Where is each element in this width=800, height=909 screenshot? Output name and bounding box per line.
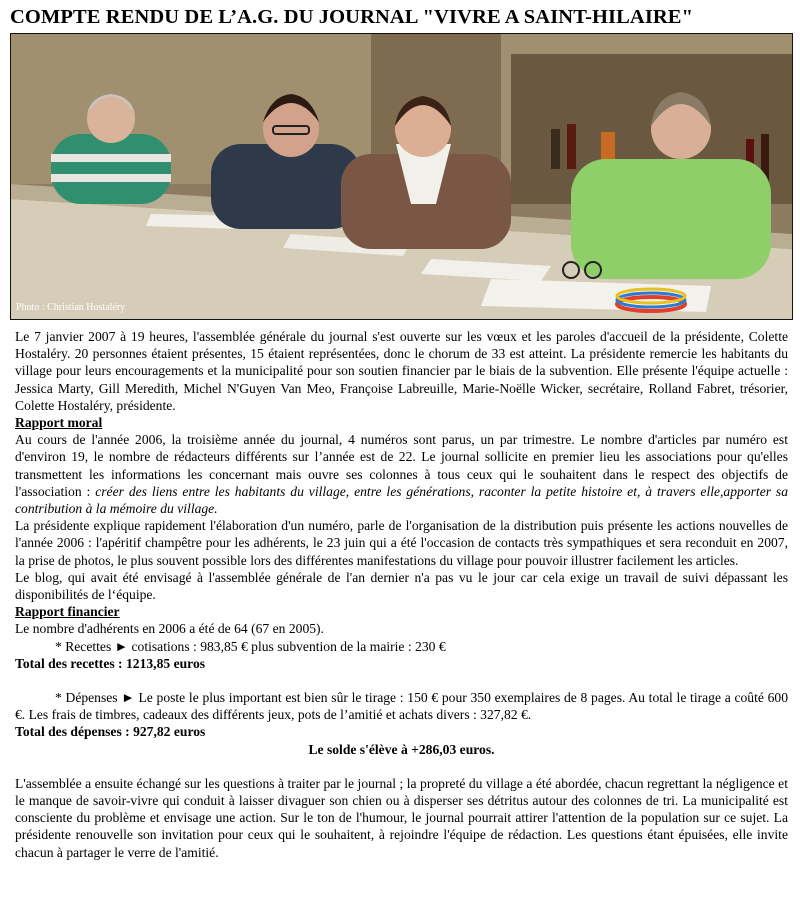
- moral-paragraph-1-text: Au cours de l'année 2006, la troisième année du journal, 4 numéros sont parus, un par trimestre. Le nombre d'articles par numéro est d'environ 19, le nombre de rédacteurs différents sur l’année est de 22. Le journal sollicite en premier lieu les associations pour qu'elles transmettent les informations les concernant mais ouvre ses colonnes à tous ceux qui le souhaitent dans le respect des objectifs de l'association :: [15, 432, 788, 499]
- moral-paragraph-3: Le blog, qui avait été envisagé à l'assemblée générale de l'an dernier n'a pas vu le jour car cela exige un travail de suivi dépassant les disponibilités de l‘équipe.: [15, 569, 788, 603]
- meeting-photo-illustration: [11, 34, 792, 319]
- photo-credit: Photo : Christian Hostaléry: [16, 302, 126, 313]
- closing-paragraph: L'assemblée a ensuite échangé sur les questions à traiter par le journal ; la propreté du village a été abordée, chacun regrettant la négligence et le manque de savoir-vivre qui conduit à laisser divaguer son chien ou à disperser ses détritus autour des colonnes de tri. La municipalité est consciente du problème et envisage une action. Sur le ton de l'humour, le journal pourrait attirer l'attention de la population sur ce sujet. La présidente renouvelle son invitation pour ceux qui le souhaitent, à rejoindre l'équipe de rédaction. Les questions étant épuisées, elle invite chacun à partager le verre de l'amitié.: [15, 775, 788, 860]
- association-objectives-quote: créer des liens entre les habitants du village, entre les générations, raconter la petite histoire et, à travers elle,apporter sa contribution à la mémoire du village.: [15, 483, 789, 517]
- moral-paragraph-2: La présidente explique rapidement l'élaboration d'un numéro, parle de l'organisation de la distribution puis présente les actions nouvelles de l'année 2006 : l'apéritif champêtre pour les adhérents, le 23 juin qui a été l'occasion de contacts très sympathiques et sera reconduit en 2007, la prise de photos, le plus souvent possible lors des différentes manifestations du village pour pouvoir illustrer facilement les articles.: [15, 518, 788, 568]
- spacer: [15, 758, 788, 775]
- receipts-line: * Recettes ► cotisations : 983,85 € plus subvention de la mairie : 230 €: [55, 638, 446, 654]
- article-body: [15, 328, 788, 861]
- members-count: Le nombre d'adhérents en 2006 a été de 64 (67 en 2005).: [15, 621, 324, 637]
- moral-paragraph-1: [15, 431, 788, 517]
- balance-line: Le solde s'élève à +286,03 euros.: [308, 741, 495, 757]
- receipts-total: Total des recettes : 1213,85 euros: [15, 655, 206, 671]
- meeting-photo: [10, 33, 793, 320]
- moral-report-heading: Rapport moral: [15, 415, 103, 431]
- financial-report-heading: Rapport financier: [15, 604, 120, 620]
- article-title: COMPTE RENDU DE L’A.G. DU JOURNAL "VIVRE A SAINT-HILAIRE": [10, 6, 694, 28]
- intro-paragraph: Le 7 janvier 2007 à 19 heures, l'assemblée générale du journal s'est ouverte sur les vœux et les paroles d'accueil de la présidente, Colette Hostaléry. 20 personnes étaient présentes, 15 étaient représentées, donc le chorum de 33 est atteint. La présidente remercie les habitants du village pour leurs encouragements et la municipalité pour son soutien financier par le biais de la subvention. Elle présente l'équipe actuelle : Jessica Marty, Gill Meredith, Michel N'Guyen Van Meo, Françoise Labreuille, Marie-Noëlle Wicker, secrétaire, Rolland Fabret, trésorier, Colette Hostaléry, présidente.: [15, 329, 788, 413]
- spacer: [15, 672, 788, 689]
- expenses-line: * Dépenses ► Le poste le plus important est bien sûr le tirage : 150 € pour 350 exemplaires de 8 pages. Au total le tirage a coûté 600 €. Les frais de timbres, cadeaux des différents jeux, pots de l’amitié et achats divers : 327,82 €.: [15, 690, 788, 723]
- expenses-total: Total des dépenses : 927,82 euros: [15, 724, 206, 740]
